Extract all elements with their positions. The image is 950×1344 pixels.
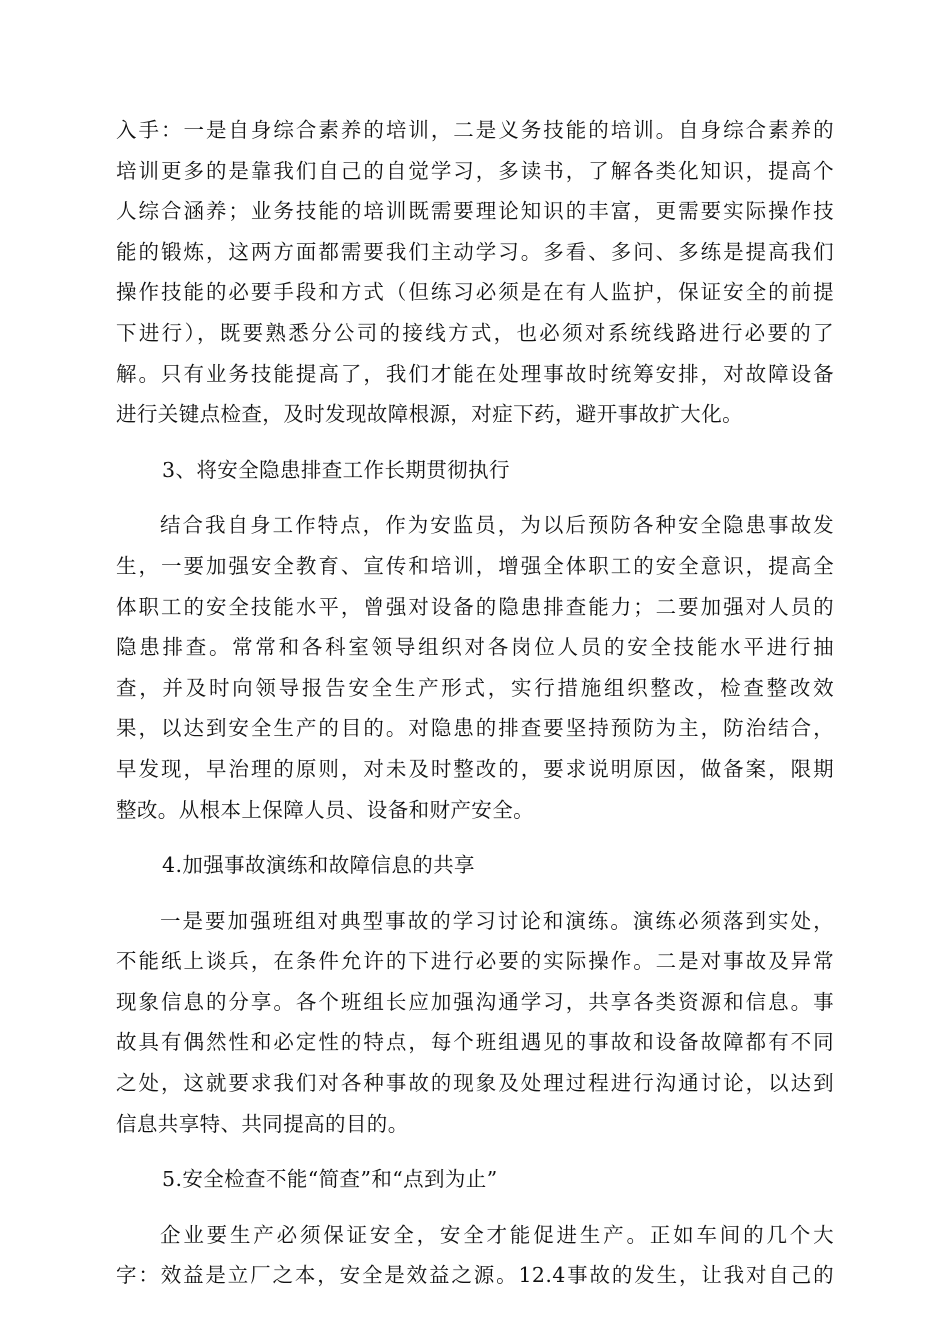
text-line: 下进行），既要熟悉分公司的接线方式，也必须对系统线路进行必要的了 — [116, 320, 834, 345]
text-line: 果，以达到安全生产的目的。对隐患的排查要坚持预防为主，防治结合， — [116, 716, 834, 741]
text-line: 不能纸上谈兵，在条件允许的下进行必要的实际操作。二是对事故及异常 — [116, 949, 834, 974]
paragraph — [116, 901, 834, 1145]
text-line: 早发现，早治理的原则，对未及时整改的，要求说明原因，做备案，限期 — [116, 756, 834, 781]
text-line: 解。只有业务技能提高了，我们才能在处理事故时统筹安排，对故障设备 — [116, 361, 834, 386]
text-line: 人综合涵养；业务技能的培训既需要理论知识的丰富，更需要实际操作技 — [116, 199, 834, 224]
text-line: 之处，这就要求我们对各种事故的现象及处理过程进行沟通讨论，以达到 — [116, 1071, 834, 1096]
text-line: 体职工的安全技能水平，曾强对设备的隐患排查能力；二要加强对人员的 — [116, 594, 834, 619]
text-line: 生，一要加强安全教育、宣传和培训，增强全体职工的安全意识，提高全 — [116, 553, 834, 578]
text-line: 一是要加强班组对典型事故的学习讨论和演练。演练必须落到实处， — [160, 908, 834, 933]
paragraph — [116, 1215, 834, 1296]
document-page — [116, 110, 834, 1296]
text-line: 结合我自身工作特点，作为安监员，为以后预防各种安全隐患事故发 — [160, 513, 834, 538]
paragraph — [116, 110, 834, 435]
text-line: 查，并及时向领导报告安全生产形式，实行措施组织整改，检查整改效 — [116, 675, 834, 700]
text-line: 进行关键点检查，及时发现故障根源，对症下药，避开事故扩大化。 — [116, 402, 743, 427]
text-line: 能的锻炼，这两方面都需要我们主动学习。多看、多问、多练是提高我们 — [116, 239, 834, 264]
text-line: 隐患排查。常常和各科室领导组织对各岗位人员的安全技能水平进行抽 — [116, 635, 834, 660]
text-line: 故具有偶然性和必定性的特点，每个班组遇见的事故和设备故障都有不同 — [116, 1030, 834, 1055]
paragraph — [116, 505, 834, 830]
section-heading: 3、将安全隐患排查工作长期贯彻执行 — [162, 457, 510, 482]
text-line: 入手：一是自身综合素养的培训，二是义务技能的培训。自身综合素养的 — [116, 118, 834, 142]
text-line: 企业要生产必须保证安全，安全才能促进生产。正如车间的几个大 — [160, 1222, 834, 1247]
text-line: 操作技能的必要手段和方式（但练习必须是在有人监护，保证安全的前提 — [116, 280, 834, 305]
text-line: 现象信息的分享。各个班组长应加强沟通学习，共享各类资源和信息。事 — [116, 989, 834, 1014]
text-line: 整改。从根本上保障人员、设备和财产安全。 — [116, 797, 534, 822]
text-line: 信息共享特、共同提高的目的。 — [116, 1111, 409, 1136]
text-line: 培训更多的是靠我们自己的自觉学习，多读书，了解各类化知识，提高个 — [116, 158, 834, 183]
text-line: 字：效益是立厂之本，安全是效益之源。12.4事故的发生，让我对自己的 — [116, 1263, 834, 1288]
section-heading: 4.加强事故演练和故障信息的共享 — [162, 853, 475, 878]
section-heading: 5.安全检查不能“简查”和“点到为止” — [162, 1167, 498, 1192]
